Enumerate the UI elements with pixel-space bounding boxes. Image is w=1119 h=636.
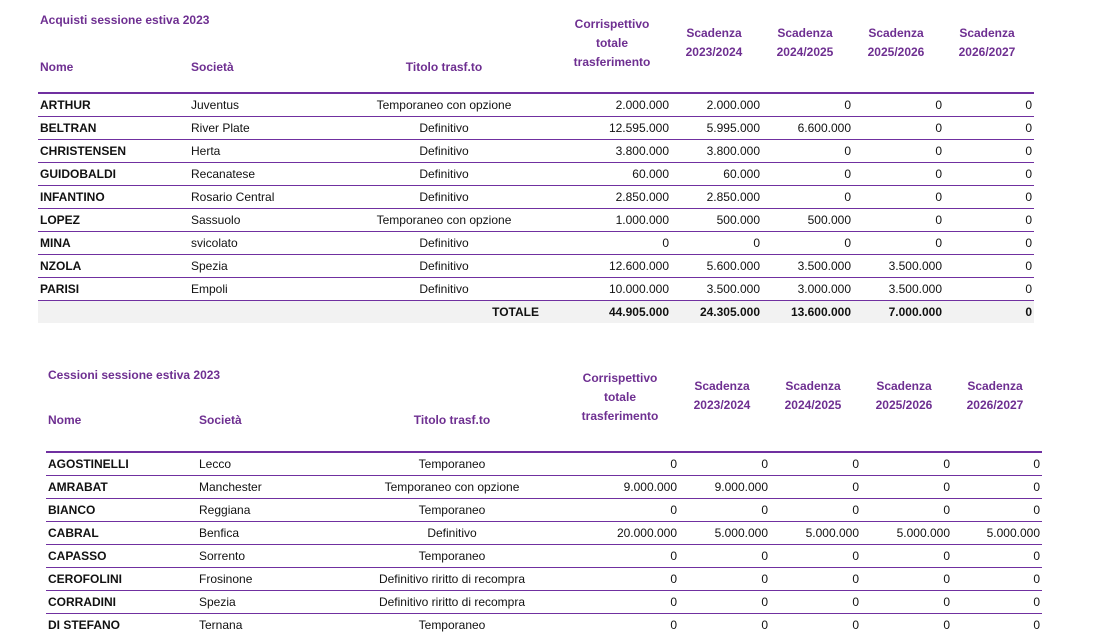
- total-s2425: 13.600.000: [762, 301, 853, 324]
- cell-societa: Reggiana: [197, 499, 355, 522]
- header-scadenza-label: Scadenza: [850, 24, 942, 43]
- cell-scadenza-2324: 3.800.000: [671, 140, 762, 163]
- header-scadenza-label: Scadenza: [668, 24, 760, 43]
- cell-corrispettivo: 20.000.000: [549, 522, 679, 545]
- cell-scadenza-2627: 0: [952, 545, 1042, 568]
- cell-nome: GUIDOBALDI: [38, 163, 189, 186]
- cell-scadenza-2627: 0: [944, 255, 1034, 278]
- cell-societa: Empoli: [189, 278, 347, 301]
- cell-societa: Benfica: [197, 522, 355, 545]
- cell-titolo: Temporaneo: [355, 499, 549, 522]
- header-corrispettivo-line2: totale: [562, 34, 662, 53]
- table-row: [46, 591, 1042, 614]
- header-societa: Società: [191, 58, 234, 77]
- header-corrispettivo-line3: trasferimento: [570, 407, 670, 426]
- cell-scadenza-2425: 5.000.000: [770, 522, 861, 545]
- cell-scadenza-2425: 6.600.000: [762, 117, 853, 140]
- table-row: [46, 568, 1042, 591]
- cell-corrispettivo: 0: [549, 591, 679, 614]
- cell-societa: River Plate: [189, 117, 347, 140]
- cell-scadenza-2526: 0: [861, 452, 952, 476]
- cell-scadenza-2526: 0: [861, 545, 952, 568]
- cell-scadenza-2324: 0: [679, 614, 770, 636]
- total-s2324: 24.305.000: [671, 301, 762, 324]
- cell-societa: svicolato: [189, 232, 347, 255]
- cell-scadenza-2627: 0: [944, 186, 1034, 209]
- cell-scadenza-2526: 3.500.000: [853, 278, 944, 301]
- header-scadenza-2324: [668, 24, 760, 62]
- cell-scadenza-2324: 0: [679, 568, 770, 591]
- cell-nome: CHRISTENSEN: [38, 140, 189, 163]
- header-scadenza-year: 2026/2027: [941, 43, 1033, 62]
- cell-titolo: Definitivo: [355, 522, 549, 545]
- cell-societa: Sorrento: [197, 545, 355, 568]
- table-row: [38, 255, 1034, 278]
- cell-nome: NZOLA: [38, 255, 189, 278]
- cell-scadenza-2627: 0: [952, 452, 1042, 476]
- cell-societa: Juventus: [189, 93, 347, 117]
- cell-scadenza-2627: 0: [952, 591, 1042, 614]
- cell-societa: Spezia: [197, 591, 355, 614]
- cell-scadenza-2324: 60.000: [671, 163, 762, 186]
- table-row: [38, 163, 1034, 186]
- cell-scadenza-2627: 0: [952, 499, 1042, 522]
- acquisti-table: [38, 92, 1034, 323]
- cell-scadenza-2425: 0: [770, 476, 861, 499]
- cell-scadenza-2627: 5.000.000: [952, 522, 1042, 545]
- cell-scadenza-2324: 5.995.000: [671, 117, 762, 140]
- cell-scadenza-2526: 5.000.000: [861, 522, 952, 545]
- cell-scadenza-2324: 5.600.000: [671, 255, 762, 278]
- cell-societa: Lecco: [197, 452, 355, 476]
- cell-scadenza-2324: 2.850.000: [671, 186, 762, 209]
- cell-scadenza-2425: 0: [770, 452, 861, 476]
- cell-titolo: Temporaneo: [355, 614, 549, 636]
- cell-titolo: Temporaneo: [355, 545, 549, 568]
- cell-scadenza-2526: 0: [861, 591, 952, 614]
- total-s2526: 7.000.000: [853, 301, 944, 324]
- cell-titolo: Definitivo: [347, 163, 541, 186]
- cell-scadenza-2526: 0: [853, 209, 944, 232]
- cell-titolo: Definitivo: [347, 278, 541, 301]
- total-blank: [38, 301, 189, 324]
- cell-scadenza-2627: 0: [944, 209, 1034, 232]
- cell-corrispettivo: 0: [549, 614, 679, 636]
- cell-scadenza-2526: 3.500.000: [853, 255, 944, 278]
- cell-societa: Frosinone: [197, 568, 355, 591]
- cell-scadenza-2526: 0: [861, 476, 952, 499]
- header-scadenza-2627: [949, 377, 1041, 415]
- cessioni-caption: Cessioni sessione estiva 2023: [48, 368, 220, 382]
- cell-scadenza-2526: 0: [861, 568, 952, 591]
- header-scadenza-label: Scadenza: [676, 377, 768, 396]
- header-scadenza-year: 2024/2025: [767, 396, 859, 415]
- cell-titolo: Definitivo riritto di recompra: [355, 568, 549, 591]
- cell-scadenza-2526: 0: [853, 93, 944, 117]
- header-scadenza-label: Scadenza: [858, 377, 950, 396]
- cell-scadenza-2425: 0: [770, 591, 861, 614]
- cell-scadenza-2324: 2.000.000: [671, 93, 762, 117]
- cell-scadenza-2526: 0: [861, 614, 952, 636]
- cell-scadenza-2425: 0: [770, 499, 861, 522]
- table-row: [38, 93, 1034, 117]
- cell-nome: CAPASSO: [46, 545, 197, 568]
- cell-scadenza-2425: 0: [762, 93, 853, 117]
- cell-corrispettivo: 9.000.000: [549, 476, 679, 499]
- cell-scadenza-2425: 0: [770, 568, 861, 591]
- cell-scadenza-2425: 0: [770, 545, 861, 568]
- header-scadenza-year: 2023/2024: [668, 43, 760, 62]
- header-scadenza-label: Scadenza: [767, 377, 859, 396]
- cell-corrispettivo: 1.000.000: [541, 209, 671, 232]
- cell-scadenza-2627: 0: [944, 117, 1034, 140]
- table-row: [46, 614, 1042, 636]
- cell-scadenza-2324: 3.500.000: [671, 278, 762, 301]
- cell-scadenza-2627: 0: [952, 476, 1042, 499]
- table-row: [46, 499, 1042, 522]
- cell-corrispettivo: 12.595.000: [541, 117, 671, 140]
- cell-nome: ARTHUR: [38, 93, 189, 117]
- header-titolo: Titolo trasf.to: [374, 58, 514, 77]
- cell-titolo: Definitivo riritto di recompra: [355, 591, 549, 614]
- total-s2627: 0: [944, 301, 1034, 324]
- cell-scadenza-2425: 0: [762, 140, 853, 163]
- cessioni-table: [46, 451, 1042, 636]
- header-corrispettivo: [570, 369, 670, 426]
- cell-nome: CEROFOLINI: [46, 568, 197, 591]
- header-societa: Società: [199, 411, 242, 430]
- cell-scadenza-2425: 3.000.000: [762, 278, 853, 301]
- header-scadenza-2324: [676, 377, 768, 415]
- cell-scadenza-2324: 0: [679, 499, 770, 522]
- cell-corrispettivo: 12.600.000: [541, 255, 671, 278]
- cell-scadenza-2425: 3.500.000: [762, 255, 853, 278]
- cell-scadenza-2526: 0: [853, 117, 944, 140]
- cell-scadenza-2324: 0: [679, 591, 770, 614]
- cell-titolo: Temporaneo con opzione: [355, 476, 549, 499]
- header-scadenza-year: 2025/2026: [850, 43, 942, 62]
- cell-scadenza-2425: 500.000: [762, 209, 853, 232]
- header-corrispettivo: [562, 15, 662, 72]
- header-scadenza-label: Scadenza: [759, 24, 851, 43]
- cell-corrispettivo: 60.000: [541, 163, 671, 186]
- table-row: [46, 476, 1042, 499]
- cell-scadenza-2324: 0: [671, 232, 762, 255]
- cell-scadenza-2425: 0: [762, 232, 853, 255]
- cell-titolo: Temporaneo: [355, 452, 549, 476]
- cell-corrispettivo: 0: [549, 452, 679, 476]
- cell-corrispettivo: 0: [549, 568, 679, 591]
- cell-titolo: Definitivo: [347, 255, 541, 278]
- cell-titolo: Definitivo: [347, 232, 541, 255]
- cell-nome: AGOSTINELLI: [46, 452, 197, 476]
- table-row: [46, 452, 1042, 476]
- cell-scadenza-2324: 5.000.000: [679, 522, 770, 545]
- cell-societa: Ternana: [197, 614, 355, 636]
- cell-scadenza-2324: 500.000: [671, 209, 762, 232]
- header-scadenza-2425: [767, 377, 859, 415]
- header-corrispettivo-line1: Corrispettivo: [570, 369, 670, 388]
- cell-scadenza-2627: 0: [944, 163, 1034, 186]
- table-row: [38, 140, 1034, 163]
- cell-societa: Recanatese: [189, 163, 347, 186]
- header-corrispettivo-line3: trasferimento: [562, 53, 662, 72]
- cell-titolo: Temporaneo con opzione: [347, 209, 541, 232]
- total-blank: [189, 301, 347, 324]
- cell-scadenza-2526: 0: [861, 499, 952, 522]
- header-scadenza-2526: [850, 24, 942, 62]
- cell-nome: INFANTINO: [38, 186, 189, 209]
- header-scadenza-year: 2026/2027: [949, 396, 1041, 415]
- header-scadenza-label: Scadenza: [941, 24, 1033, 43]
- cell-corrispettivo: 3.800.000: [541, 140, 671, 163]
- cell-corrispettivo: 2.000.000: [541, 93, 671, 117]
- cell-societa: Rosario Central: [189, 186, 347, 209]
- header-nome: Nome: [40, 58, 73, 77]
- header-nome: Nome: [48, 411, 81, 430]
- cell-titolo: Definitivo: [347, 186, 541, 209]
- header-scadenza-year: 2023/2024: [676, 396, 768, 415]
- cell-scadenza-2324: 9.000.000: [679, 476, 770, 499]
- cell-titolo: Temporaneo con opzione: [347, 93, 541, 117]
- cell-scadenza-2627: 0: [944, 232, 1034, 255]
- header-scadenza-year: 2025/2026: [858, 396, 950, 415]
- cell-scadenza-2627: 0: [944, 278, 1034, 301]
- table-row: [38, 117, 1034, 140]
- cell-corrispettivo: 10.000.000: [541, 278, 671, 301]
- cell-nome: PARISI: [38, 278, 189, 301]
- table-row: [38, 186, 1034, 209]
- cell-corrispettivo: 2.850.000: [541, 186, 671, 209]
- cell-nome: CORRADINI: [46, 591, 197, 614]
- cell-scadenza-2425: 0: [762, 163, 853, 186]
- cell-corrispettivo: 0: [549, 545, 679, 568]
- cell-nome: DI STEFANO: [46, 614, 197, 636]
- cell-scadenza-2627: 0: [944, 93, 1034, 117]
- cell-societa: Herta: [189, 140, 347, 163]
- cell-scadenza-2526: 0: [853, 232, 944, 255]
- total-label: TOTALE: [347, 301, 541, 324]
- header-scadenza-label: Scadenza: [949, 377, 1041, 396]
- cell-scadenza-2526: 0: [853, 163, 944, 186]
- header-scadenza-year: 2024/2025: [759, 43, 851, 62]
- cell-scadenza-2324: 0: [679, 545, 770, 568]
- header-scadenza-2526: [858, 377, 950, 415]
- cell-scadenza-2526: 0: [853, 140, 944, 163]
- cell-corrispettivo: 0: [549, 499, 679, 522]
- cell-titolo: Definitivo: [347, 140, 541, 163]
- cell-nome: LOPEZ: [38, 209, 189, 232]
- cell-scadenza-2324: 0: [679, 452, 770, 476]
- cell-scadenza-2627: 0: [952, 568, 1042, 591]
- table-row: [38, 278, 1034, 301]
- acquisti-caption: Acquisti sessione estiva 2023: [40, 13, 209, 27]
- table-row: [46, 522, 1042, 545]
- cell-nome: AMRABAT: [46, 476, 197, 499]
- header-corrispettivo-line1: Corrispettivo: [562, 15, 662, 34]
- cell-societa: Sassuolo: [189, 209, 347, 232]
- header-scadenza-2425: [759, 24, 851, 62]
- cell-nome: MINA: [38, 232, 189, 255]
- table-row: [46, 545, 1042, 568]
- cell-societa: Spezia: [189, 255, 347, 278]
- cell-societa: Manchester: [197, 476, 355, 499]
- cell-scadenza-2425: 0: [762, 186, 853, 209]
- table-row: [38, 232, 1034, 255]
- table-row: [38, 209, 1034, 232]
- total-row: [38, 301, 1034, 324]
- cell-scadenza-2627: 0: [952, 614, 1042, 636]
- cell-nome: BELTRAN: [38, 117, 189, 140]
- header-titolo: Titolo trasf.to: [382, 411, 522, 430]
- cell-scadenza-2627: 0: [944, 140, 1034, 163]
- cell-scadenza-2526: 0: [853, 186, 944, 209]
- total-tot: 44.905.000: [541, 301, 671, 324]
- cell-nome: CABRAL: [46, 522, 197, 545]
- header-corrispettivo-line2: totale: [570, 388, 670, 407]
- header-scadenza-2627: [941, 24, 1033, 62]
- cell-titolo: Definitivo: [347, 117, 541, 140]
- cell-nome: BIANCO: [46, 499, 197, 522]
- cell-scadenza-2425: 0: [770, 614, 861, 636]
- cell-corrispettivo: 0: [541, 232, 671, 255]
